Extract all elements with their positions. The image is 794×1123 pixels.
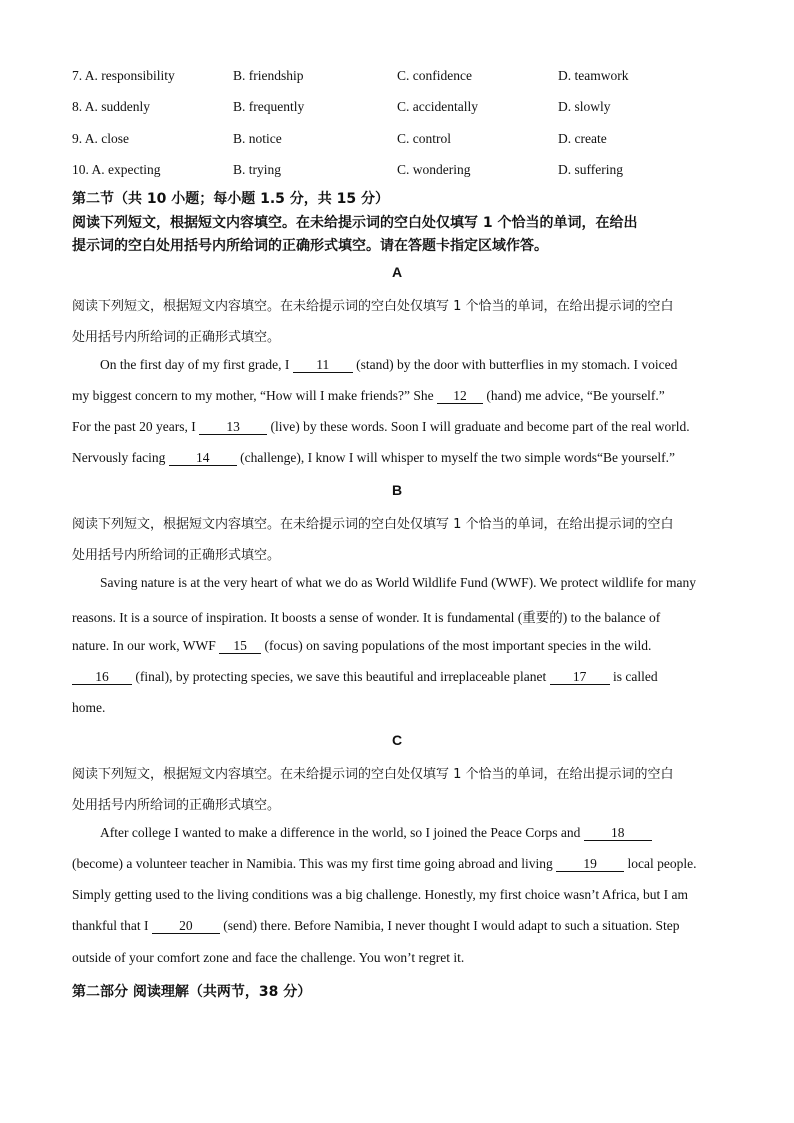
passage-b-line-5: home.: [72, 700, 106, 715]
option-c: C. accidentally: [397, 99, 478, 114]
option-c: C. wondering: [397, 162, 471, 177]
option-row-7: [72, 68, 772, 90]
blank-15[interactable]: 15: [219, 639, 261, 654]
text: (challenge), I know I will whisper to myself the two simple words“Be yourself.”: [236, 450, 676, 465]
option-row-10: [72, 162, 772, 184]
text: After college I wanted to make a difference in the world, so I joined the Peace Corps and: [100, 825, 584, 840]
text: (stand) by the door with butterflies in my stomach. I voiced: [352, 357, 678, 372]
passage-a-instr-2: 处用括号内所给词的正确形式填空。: [72, 330, 281, 345]
option-c: C. control: [397, 131, 451, 146]
text: nature. In our work, WWF: [72, 638, 220, 653]
option-a: 8. A. suddenly: [72, 99, 151, 114]
passage-a-line-3: [72, 419, 724, 435]
option-b: B. trying: [233, 162, 282, 177]
option-b: B. frequently: [233, 99, 305, 114]
part2-heading: 第二部分 阅读理解（共两节，38 分）: [72, 984, 312, 1000]
blank-14[interactable]: 14: [169, 451, 237, 466]
passage-c-instr-2: 处用括号内所给词的正确形式填空。: [72, 798, 281, 813]
option-c: C. confidence: [397, 68, 472, 83]
passage-a-line-1: [100, 357, 724, 373]
text: (hand) me advice, “Be yourself.”: [483, 388, 665, 403]
passage-c-line-2: [72, 856, 724, 872]
option-d: D. create: [558, 131, 607, 146]
blank-11[interactable]: 11: [293, 358, 353, 373]
option-d: D. suffering: [558, 162, 623, 177]
option-row-8: [72, 99, 772, 121]
option-a: 7. A. responsibility: [72, 68, 175, 83]
passage-b-label: B: [391, 482, 403, 498]
blank-12[interactable]: 12: [437, 389, 483, 404]
option-a: 10. A. expecting: [72, 162, 161, 177]
blank-19[interactable]: 19: [556, 857, 624, 872]
text: thankful that I: [72, 918, 152, 933]
passage-b-line-4: [72, 669, 724, 685]
passage-b-line-1: Saving nature is at the very heart of what we do as World Wildlife Fund (WWF). We protect wildlife for many: [100, 575, 697, 590]
text: (final), by protecting species, we save this beautiful and irreplaceable planet: [132, 669, 550, 684]
blank-20[interactable]: 20: [152, 919, 220, 934]
passage-b-instr-2: 处用括号内所给词的正确形式填空。: [72, 548, 281, 563]
text: On the first day of my first grade, I: [100, 357, 293, 372]
blank-16[interactable]: 16: [72, 670, 132, 685]
text: (become) a volunteer teacher in Namibia. This was my first time going abroad and living: [72, 856, 557, 871]
section2-instructions-1: 阅读下列短文，根据短文内容填空。在未给提示词的空白处仅填写 1 个恰当的单词，在给出: [72, 215, 638, 231]
option-d: D. slowly: [558, 99, 611, 114]
section2-instructions-2: 提示词的空白处用括号内所给词的正确形式填空。请在答题卡指定区域作答。: [72, 238, 548, 254]
option-a: 9. A. close: [72, 131, 129, 146]
text: For the past 20 years, I: [72, 419, 200, 434]
text: is called: [609, 669, 658, 684]
passage-c-line-4: [72, 918, 724, 934]
passage-a-instr-1: 阅读下列短文，根据短文内容填空。在未给提示词的空白处仅填写 1 个恰当的单词，在给出提示词的空白: [72, 299, 674, 314]
text: (live) by these words. Soon I will graduate and become part of the real world.: [267, 419, 690, 434]
blank-18[interactable]: 18: [584, 826, 652, 841]
passage-b-line-2: reasons. It is a source of inspiration. It boosts a sense of wonder. It is fundamental (重要的) to the balance of: [72, 610, 661, 625]
option-row-9: [72, 131, 772, 153]
text: (send) there. Before Namibia, I never thought I would adapt to such a situation. Step: [219, 918, 680, 933]
passage-c-line-1: [100, 825, 724, 841]
passage-a-label: A: [391, 264, 403, 280]
passage-c-label: C: [391, 732, 403, 748]
option-d: D. teamwork: [558, 68, 629, 83]
section2-heading: 第二节（共 10 小题；每小题 1.5 分，共 15 分）: [72, 191, 390, 207]
text: Nervously facing: [72, 450, 169, 465]
passage-c-line-3: Simply getting used to the living conditions was a big challenge. Honestly, my first choice wasn’t Africa, but I am: [72, 887, 689, 902]
passage-a-line-2: [72, 388, 724, 404]
blank-17[interactable]: 17: [550, 670, 610, 685]
passage-b-instr-1: 阅读下列短文，根据短文内容填空。在未给提示词的空白处仅填写 1 个恰当的单词，在给出提示词的空白: [72, 517, 674, 532]
blank-13[interactable]: 13: [199, 420, 267, 435]
passage-b-line-3: [72, 638, 724, 654]
text: my biggest concern to my mother, “How will I make friends?” She: [72, 388, 437, 403]
passage-c-line-5: outside of your comfort zone and face the challenge. You won’t regret it.: [72, 950, 465, 965]
option-b: B. friendship: [233, 68, 304, 83]
passage-c-instr-1: 阅读下列短文，根据短文内容填空。在未给提示词的空白处仅填写 1 个恰当的单词，在给出提示词的空白: [72, 767, 674, 782]
option-b: B. notice: [233, 131, 282, 146]
passage-a-line-4: [72, 450, 724, 466]
text: (focus) on saving populations of the most important species in the wild.: [261, 638, 652, 653]
text: local people.: [624, 856, 697, 871]
